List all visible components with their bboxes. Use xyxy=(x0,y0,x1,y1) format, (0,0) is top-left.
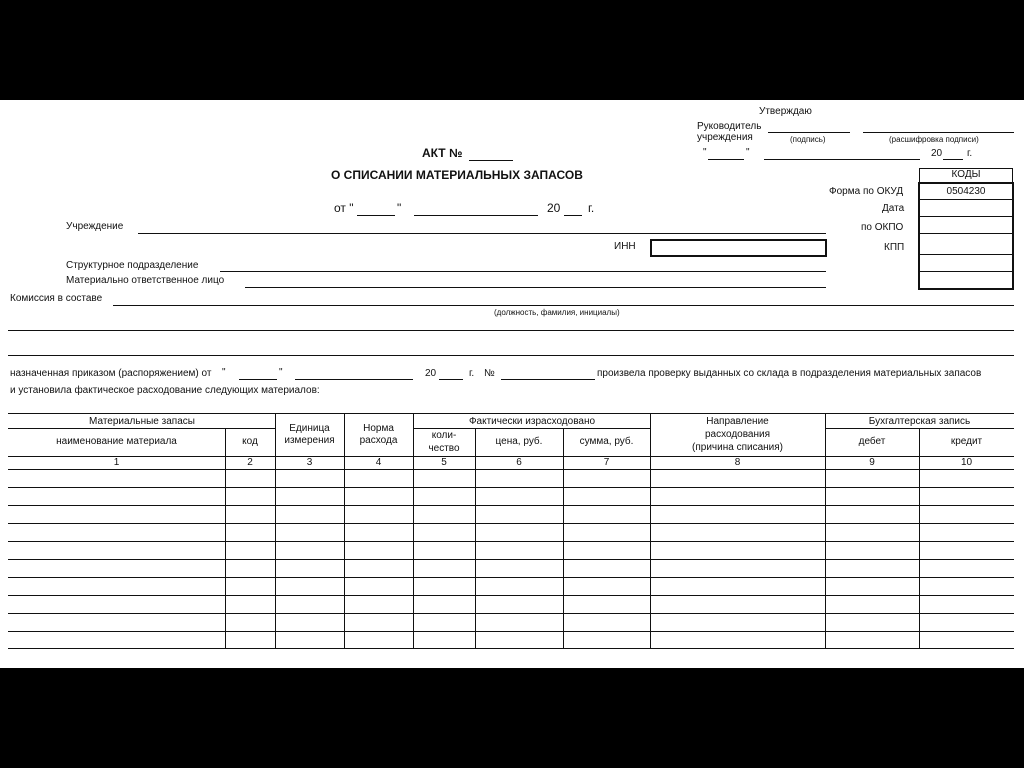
header-unit-line2: измерения xyxy=(284,435,335,446)
header-debit: дебет xyxy=(858,436,886,447)
order-year-line[interactable] xyxy=(439,379,463,380)
position-hint: (должность, фамилия, инициалы) xyxy=(494,308,620,317)
inn-label: ИНН xyxy=(614,241,636,252)
header-qty-line2: чество xyxy=(428,443,460,454)
column-number: 6 xyxy=(516,457,522,468)
institution-line[interactable] xyxy=(138,233,826,234)
commission-line-2[interactable] xyxy=(8,330,1014,331)
order-year-prefix: 20 xyxy=(425,368,437,379)
commission-line[interactable] xyxy=(113,305,1014,306)
okpo-label: по ОКПО xyxy=(861,222,904,233)
order-number-label: № xyxy=(484,368,495,379)
approval-day-line[interactable] xyxy=(708,159,744,160)
signature-line[interactable] xyxy=(768,132,850,133)
okud-label: Форма по ОКУД xyxy=(829,186,904,197)
header-material-name: наименование материала xyxy=(56,436,177,447)
header-code: код xyxy=(242,436,258,447)
date-label: Дата xyxy=(882,203,905,214)
column-number: 4 xyxy=(375,457,382,468)
table-row xyxy=(8,541,1014,542)
header-sum: сумма, руб. xyxy=(579,436,634,447)
codes-header: КОДЫ xyxy=(951,169,981,180)
header-credit: кредит xyxy=(950,436,983,447)
table-row xyxy=(8,505,1014,506)
order-text: назначенная приказом (распоряжением) от xyxy=(10,368,212,379)
header-norm-line1: Норма xyxy=(363,423,394,434)
table-row xyxy=(8,595,1014,596)
commission-line-3[interactable] xyxy=(8,355,1014,356)
approval-quote-open: " xyxy=(703,147,707,158)
table-top-border xyxy=(8,413,1014,414)
act-number-line[interactable] xyxy=(469,160,513,161)
approval-year-line[interactable] xyxy=(943,159,963,160)
header-direction-line2: расходования xyxy=(704,429,771,440)
table-row xyxy=(8,631,1014,632)
division-line[interactable] xyxy=(220,271,826,272)
decoding-hint: (расшифровка подписи) xyxy=(889,135,979,144)
division-label: Структурное подразделение xyxy=(66,260,199,271)
order-quote-close: " xyxy=(279,367,283,378)
decoding-line[interactable] xyxy=(863,132,1014,133)
table-row xyxy=(8,613,1014,614)
approve-label: Утверждаю xyxy=(759,106,812,117)
order-number-line[interactable] xyxy=(501,379,595,380)
header-qty-line1: коли- xyxy=(431,430,457,441)
header-direction-line3: (причина списания) xyxy=(692,442,783,453)
title-from: от " xyxy=(334,201,354,215)
table-row xyxy=(8,523,1014,524)
order-day-line[interactable] xyxy=(239,379,277,380)
title-month-line[interactable] xyxy=(414,215,538,216)
act-number-label: АКТ № xyxy=(422,146,463,160)
column-number: 3 xyxy=(306,457,313,468)
table-row xyxy=(8,487,1014,488)
header-price: цена, руб. xyxy=(495,436,543,447)
okud-value: 0504230 xyxy=(946,186,986,197)
header-actual-group: Фактически израсходовано xyxy=(468,416,596,427)
head-label-line2: учреждения xyxy=(697,132,753,143)
approval-quote-close: " xyxy=(746,147,750,158)
order-month-line[interactable] xyxy=(295,379,413,380)
column-number: 9 xyxy=(869,457,875,468)
order-text-continued: произвела проверку выданных со склада в подразделения материальных запасов xyxy=(597,368,982,379)
column-number: 1 xyxy=(113,457,120,468)
table-row xyxy=(8,559,1014,560)
title-year-suffix: г. xyxy=(588,201,595,215)
order-year-suffix: г. xyxy=(469,368,475,379)
table-row xyxy=(8,577,1014,578)
column-number: 7 xyxy=(603,457,610,468)
title-quote-close: " xyxy=(397,201,402,215)
approval-year-suffix: г. xyxy=(967,148,973,159)
table-bottom-border xyxy=(8,648,1014,649)
column-number: 8 xyxy=(734,457,741,468)
header-accounting-group: Бухгалтерская запись xyxy=(868,416,971,427)
column-number: 2 xyxy=(247,457,253,468)
approval-year-prefix: 20 xyxy=(931,148,943,159)
column-number: 10 xyxy=(960,457,973,468)
title-year-prefix: 20 xyxy=(547,201,561,215)
head-label-line1: Руководитель xyxy=(697,121,762,132)
kpp-label: КПП xyxy=(884,242,905,253)
document-page xyxy=(0,100,1024,668)
signature-hint: (подпись) xyxy=(790,135,826,144)
inn-field[interactable] xyxy=(650,239,827,257)
header-unit-line1: Единица xyxy=(289,423,330,434)
approval-month-line[interactable] xyxy=(764,159,920,160)
title-year-line[interactable] xyxy=(564,215,582,216)
institution-label: Учреждение xyxy=(66,221,124,232)
header-materials-group: Материальные запасы xyxy=(89,416,195,427)
responsible-label: Материально ответственное лицо xyxy=(66,275,225,286)
order-text-final: и установила фактическое расходование следующих материалов: xyxy=(10,385,320,396)
column-number: 5 xyxy=(441,457,447,468)
header-direction-line1: Направление xyxy=(706,416,769,427)
title-day-line[interactable] xyxy=(357,215,395,216)
header-norm-line2: расхода xyxy=(359,435,398,446)
order-quote-open: " xyxy=(222,367,226,378)
responsible-line[interactable] xyxy=(245,287,826,288)
document-title: О СПИСАНИИ МАТЕРИАЛЬНЫХ ЗАПАСОВ xyxy=(331,168,583,182)
commission-label: Комиссия в составе xyxy=(10,293,103,304)
